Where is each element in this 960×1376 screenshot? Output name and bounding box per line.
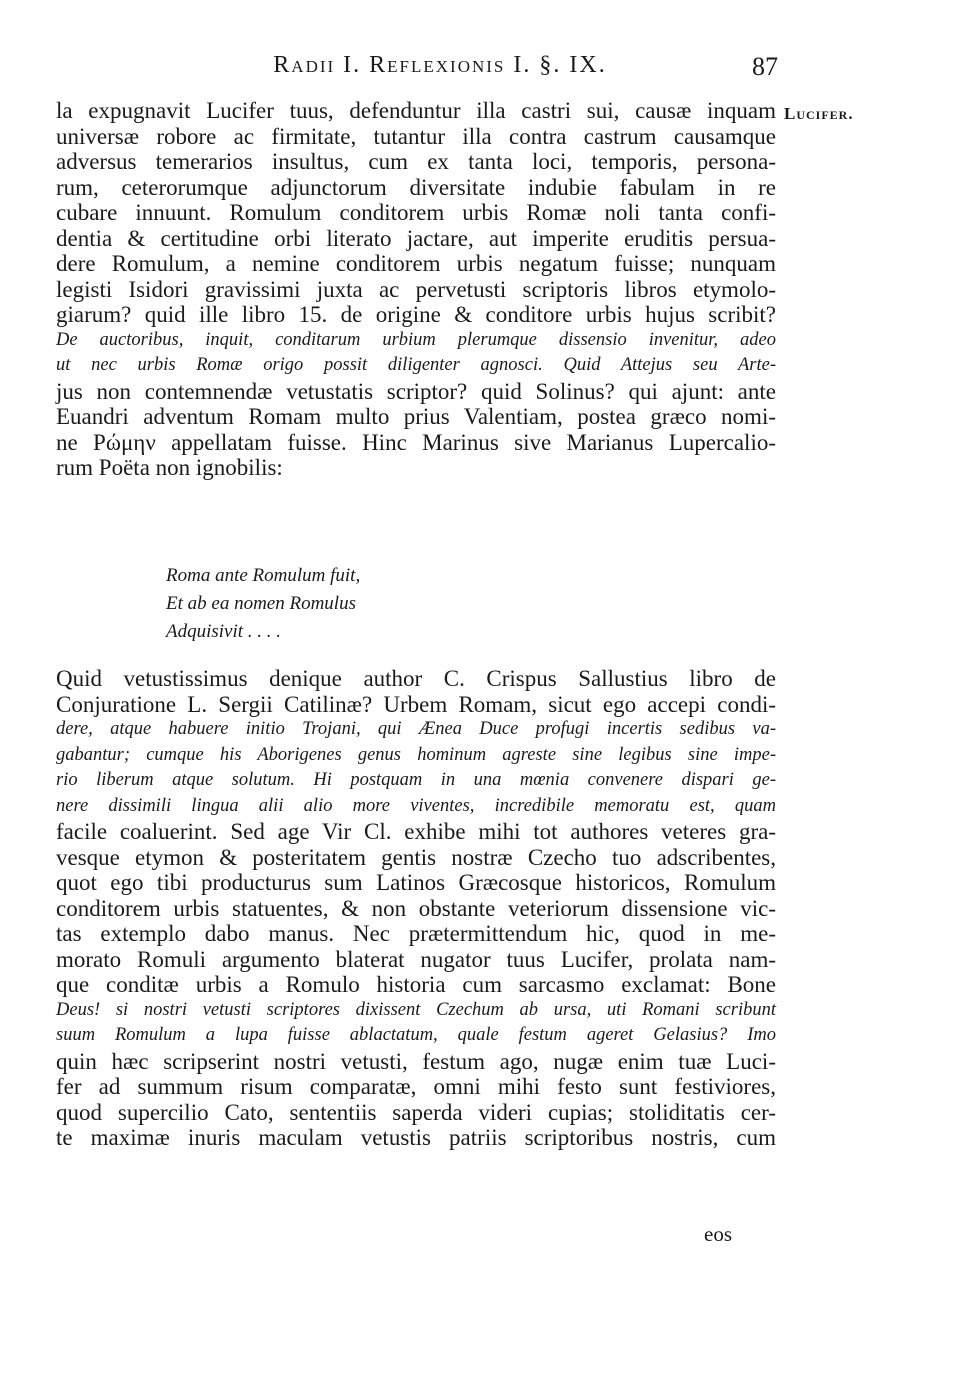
text-line: Euandri adventum Romam multo prius Valentiam, postea græco nomi- <box>56 404 776 429</box>
text-line: dentia & certitudine orbi literato jactare, aut imperite eruditis persua- <box>56 225 776 251</box>
text-line: dere, atque habuere initio Trojani, qui Ænea Duce profugi incertis sedibus va- <box>56 719 776 739</box>
page-number: 87 <box>752 52 778 81</box>
text-line: De auctoribus, inquit, conditarum urbium plerumque dissensio invenitur, adeo <box>56 329 776 350</box>
text-line: adversus temerarios insultus, cum ex tanta loci, temporis, persona- <box>56 149 776 174</box>
text-line: giarum? quid ille libro 15. de origine & conditore urbis hujus scribit? <box>56 302 776 327</box>
text-line: conditorem urbis statuentes, & non obstante veteriorum dissensione vic- <box>56 895 776 921</box>
text-line: rum, ceterorumque adjunctorum diversitate indubie fabulam in re <box>56 174 776 200</box>
text-line: quod supercilio Cato, sententiis saperda videri cupias; stoliditatis cer- <box>56 1099 776 1125</box>
text-line: cubare innuunt. Romulum conditorem urbis Romæ noli tanta confi- <box>56 200 776 225</box>
text-line: que conditæ urbis a Romulo historia cum sarcasmo exclamat: Bone <box>56 972 776 997</box>
paragraph-1 <box>56 98 776 481</box>
text-line: dere Romulum, a nemine conditorem urbis negatum fuisse; nunquam <box>56 251 776 276</box>
text-line: fer ad summum risum comparatæ, omni mihi festo sunt festiviores, <box>56 1074 776 1099</box>
verse-quotation <box>166 562 566 646</box>
text-line: suum Romulum a lupa fuisse ablactatum, quale festum ageret Gelasius? Imo <box>56 1025 776 1045</box>
text-line: Conjuratione L. Sergii Catilinæ? Urbem Romam, sicut ego accepi condi- <box>56 691 776 717</box>
text-line: quin hæc scripserint nostri vetusti, festum ago, nugæ enim tuæ Luci- <box>56 1048 776 1074</box>
catchword: eos <box>704 1222 732 1246</box>
marginal-note: Lucifer. <box>784 104 854 123</box>
text-line: rio liberum atque solutum. Hi postquam in una mœnia convenere dispari ge- <box>56 770 776 790</box>
text-line: quot ego tibi producturus sum Latinos Græcosque historicos, Romulum <box>56 870 776 895</box>
text-line: Deus! si nostri vetusti scriptores dixissent Czechum ab ursa, uti Romani scribunt <box>56 999 776 1020</box>
text-line: rum Poëta non ignobilis: <box>56 455 283 480</box>
text-line: facile coaluerint. Sed age Vir Cl. exhibe mihi tot authores veteres gra- <box>56 819 776 844</box>
text-line: ne Ρώμην appellatam fuisse. Hinc Marinus sive Marianus Lupercalio- <box>56 429 776 455</box>
text-line: Quid vetustissimus denique author C. Crispus Sallustius libro de <box>56 666 776 691</box>
text-line: ut nec urbis Romæ origo possit diligenter agnosci. Quid Attejus seu Arte- <box>56 355 776 375</box>
verse-line: Et ab ea nomen Romulus <box>166 593 356 614</box>
paragraph-2 <box>56 666 776 1151</box>
text-line: morato Romuli argumento blaterat nugator tuus Lucifer, prolata nam- <box>56 946 776 972</box>
text-line: vesque etymon & posteritatem gentis nostræ Czecho tuo adscribentes, <box>56 844 776 870</box>
text-line: universæ robore ac firmitate, tutantur illa contra castrum causamque <box>56 123 776 149</box>
text-line: tas extemplo dabo manus. Nec prætermittendum hic, quod in me- <box>56 921 776 946</box>
verse-line: Roma ante Romulum fuit, <box>166 565 361 586</box>
text-line: gabantur; cumque his Aborigenes genus hominum agreste sine legibus sine impe- <box>56 744 776 765</box>
text-line: la expugnavit Lucifer tuus, defenduntur illa castri sui, causæ inquam <box>56 98 776 123</box>
text-line: nere dissimili lingua alii alio more viventes, incredibile memoratu est, quam <box>56 795 776 816</box>
text-line: legisti Isidori gravissimi juxta ac pervetusti scriptoris libros etymolo- <box>56 276 776 302</box>
verse-line: Adquisivit . . . . <box>166 621 282 642</box>
text-line: jus non contemnendæ vetustatis scriptor? quid Solinus? qui ajunt: ante <box>56 378 776 404</box>
running-title: Radii I. Reflexionis I. §. IX. <box>273 52 607 78</box>
text-line: te maximæ inuris maculam vetustis patriis scriptoribus nostris, cum <box>56 1125 776 1150</box>
